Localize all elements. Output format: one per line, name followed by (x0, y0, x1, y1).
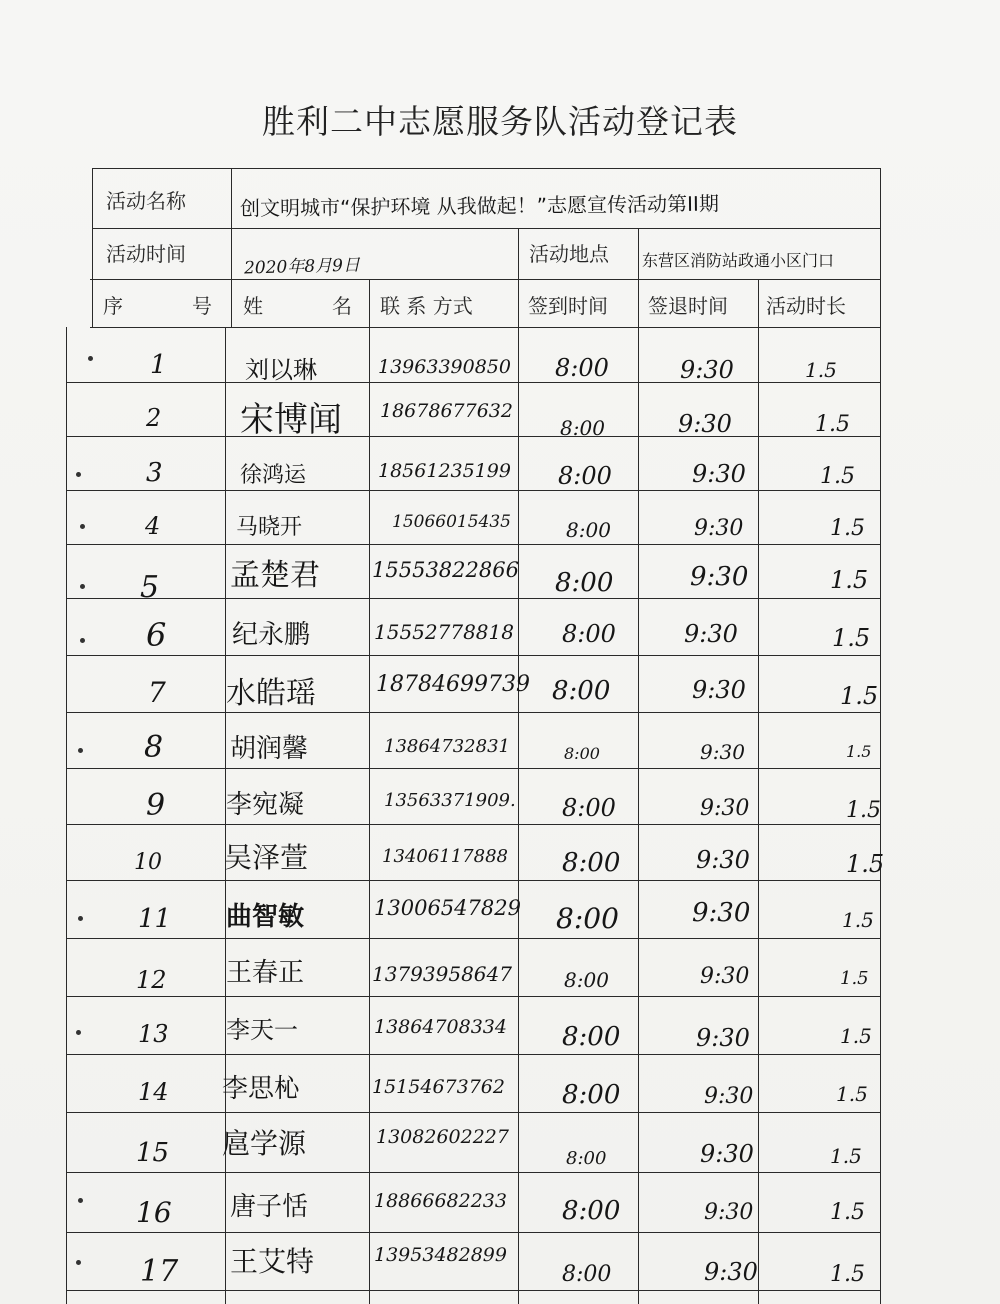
row-duration: 1.5 (840, 682, 879, 710)
row-number: 1 (150, 350, 167, 380)
row-checkout: 9:30 (696, 846, 750, 874)
row-number: 2 (146, 404, 162, 432)
row-number: 4 (145, 512, 161, 540)
row-duration: 1.5 (846, 798, 881, 823)
row-phone: 13793958647 (372, 962, 512, 986)
row-checkout: 9:30 (690, 562, 749, 592)
row-checkin: 8:00 (562, 794, 616, 822)
table-right-border (880, 168, 881, 328)
row-duration: 1.5 (840, 1024, 872, 1048)
row-name: 李宛凝 (226, 790, 305, 820)
row-checkout: 9:30 (696, 1024, 750, 1052)
row-phone: 15553822866 (372, 558, 519, 582)
row-phone: 15552778818 (374, 620, 514, 644)
row-name: 徐鸿运 (240, 463, 307, 488)
row-checkout: 9:30 (680, 356, 734, 384)
row-checkin: 8:00 (560, 416, 605, 440)
col-header-name-a: 姓 (243, 294, 263, 318)
row-checkin: 8:00 (562, 1196, 621, 1226)
header-divider-1 (92, 228, 880, 229)
row-phone: 13006547829 (374, 896, 521, 920)
row-checkout: 9:30 (700, 796, 750, 821)
row-checkin: 8:00 (564, 968, 609, 992)
header-divider-2 (90, 279, 880, 280)
row-line (66, 712, 880, 713)
row-line (66, 544, 880, 545)
row-line (66, 490, 880, 491)
row-duration: 1.5 (846, 850, 885, 878)
row-duration: 1.5 (836, 1082, 868, 1106)
row-line (66, 1172, 880, 1173)
row-checkout: 9:30 (678, 410, 732, 438)
row-number: 5 (140, 570, 160, 605)
row-checkin: 8:00 (562, 620, 616, 648)
row-duration: 1.5 (830, 1262, 865, 1287)
row-number: 10 (134, 850, 162, 875)
header-divider-3 (90, 327, 880, 328)
row-duration: 1.5 (830, 1200, 865, 1225)
row-checkin: 8:00 (562, 1080, 621, 1110)
col-header-name-b: 名 (332, 294, 352, 318)
col-header-contact: 联 系 方式 (380, 294, 473, 318)
row-line (66, 824, 880, 825)
activity-place-value: 东营区消防站政通小区门口 (642, 251, 835, 270)
checkout-column-divider-lower (638, 327, 639, 1304)
col-header-checkout: 签退时间 (648, 294, 728, 318)
row-checkout: 9:30 (692, 676, 746, 704)
duration-column-divider-lower (758, 327, 759, 1304)
phone-column-divider-lower (369, 327, 370, 1304)
row-phone: 18561235199 (378, 460, 511, 482)
margin-mark (76, 1030, 81, 1035)
activity-place-label: 活动地点 (529, 242, 609, 266)
col-header-seq-a: 序 (103, 294, 123, 318)
row-name: 水皓瑶 (226, 676, 316, 711)
row-line (66, 996, 880, 997)
row-checkin: 8:00 (562, 848, 621, 878)
row-duration: 1.5 (815, 412, 850, 437)
row-number: 8 (144, 730, 164, 765)
label-column-divider (231, 168, 232, 328)
row-checkout: 9:30 (700, 740, 745, 764)
row-number: 16 (136, 1196, 172, 1229)
row-line (66, 1112, 880, 1113)
row-phone: 13963390850 (378, 356, 511, 378)
checkout-column-divider (638, 228, 639, 328)
row-checkin: 8:00 (556, 902, 619, 935)
row-name: 王春正 (226, 958, 305, 988)
row-phone: 13563371909. (384, 790, 516, 811)
duration-column-divider (758, 279, 759, 328)
row-checkout: 9:30 (694, 516, 744, 541)
row-name: 纪永鹏 (232, 620, 311, 650)
margin-mark (80, 638, 85, 643)
table-left-border-lower (66, 327, 67, 1304)
row-checkout: 9:30 (700, 1140, 754, 1168)
row-duration: 1.5 (805, 358, 837, 382)
checkin-column-divider-lower (518, 327, 519, 1304)
row-checkout: 9:30 (704, 1084, 754, 1109)
row-name: 李思杺 (222, 1074, 301, 1104)
activity-time-value: 2020年8月9日 (243, 255, 361, 279)
activity-name-value: 创文明城市“保护环境 从我做起！”志愿宣传活动第II期 (239, 191, 720, 221)
margin-mark (78, 748, 83, 753)
row-name: 曲智敏 (226, 902, 305, 932)
row-phone: 18678677632 (380, 400, 513, 422)
row-duration: 1.5 (830, 516, 865, 541)
row-line (66, 1290, 880, 1291)
row-duration: 1.5 (842, 908, 874, 932)
col-header-checkin: 签到时间 (528, 294, 608, 318)
margin-mark (78, 1198, 83, 1203)
row-number: 6 (146, 616, 167, 654)
phone-column-divider (369, 279, 370, 328)
row-phone: 13864708334 (374, 1016, 507, 1038)
row-line (66, 655, 880, 656)
row-line (66, 1232, 880, 1233)
row-line (66, 880, 880, 881)
row-number: 9 (146, 788, 166, 823)
row-name: 李天一 (226, 1016, 298, 1044)
row-phone: 15066015435 (392, 512, 511, 532)
form-title: 胜利二中志愿服务队活动登记表 (262, 102, 738, 141)
row-name: 刘以琳 (245, 356, 317, 384)
row-checkout: 9:30 (692, 898, 751, 928)
row-name: 吴泽萱 (224, 841, 309, 874)
row-phone: 13953482899 (374, 1244, 507, 1266)
row-checkin: 8:00 (564, 744, 600, 763)
margin-mark (76, 472, 81, 477)
row-duration: 1.5 (820, 464, 855, 489)
row-phone: 15154673762 (372, 1076, 505, 1098)
row-number: 12 (136, 966, 167, 994)
row-checkout: 9:30 (704, 1200, 754, 1225)
row-duration: 1.5 (846, 742, 872, 761)
row-name: 胡润馨 (230, 734, 309, 764)
row-line (66, 382, 880, 383)
row-phone: 13864732831 (384, 736, 510, 757)
row-checkout: 9:30 (704, 1258, 758, 1286)
table-top-border (92, 168, 880, 169)
row-name: 马晓开 (236, 515, 303, 540)
row-number: 17 (140, 1254, 179, 1289)
row-number: 14 (138, 1078, 169, 1106)
row-checkout: 9:30 (684, 620, 738, 648)
row-duration: 1.5 (830, 566, 869, 594)
margin-mark (76, 1260, 81, 1265)
row-name: 孟楚君 (230, 558, 320, 593)
margin-mark (80, 524, 85, 529)
row-phone: 18866682233 (374, 1190, 507, 1212)
row-duration: 1.5 (840, 968, 869, 989)
row-duration: 1.5 (830, 1144, 862, 1168)
row-number: 15 (136, 1138, 170, 1168)
row-phone: 13406117888 (382, 846, 508, 867)
row-number: 13 (138, 1020, 169, 1048)
row-name: 王艾特 (230, 1245, 315, 1278)
margin-mark (80, 584, 85, 589)
row-checkin: 8:00 (562, 1022, 621, 1052)
checkin-column-divider (518, 228, 519, 328)
row-checkout: 9:30 (700, 964, 750, 989)
col-header-seq-b: 号 (192, 294, 212, 318)
col-header-duration: 活动时长 (766, 294, 846, 318)
row-line (66, 938, 880, 939)
row-checkin: 8:00 (558, 462, 612, 490)
row-checkin: 8:00 (566, 1148, 607, 1169)
activity-time-label: 活动时间 (106, 242, 186, 266)
row-name: 宋博闻 (240, 400, 342, 440)
row-checkout: 9:30 (692, 460, 746, 488)
activity-name-label: 活动名称 (106, 189, 186, 213)
row-line (66, 436, 880, 437)
row-line (66, 598, 880, 599)
row-checkin: 8:00 (566, 518, 611, 542)
row-line (66, 768, 880, 769)
row-number: 3 (146, 458, 163, 488)
row-checkin: 8:00 (562, 1262, 612, 1287)
row-duration: 1.5 (832, 624, 871, 652)
table-left-border (92, 168, 93, 328)
row-name: 扈学源 (222, 1127, 307, 1160)
row-number: 7 (148, 676, 166, 709)
margin-mark (78, 916, 83, 921)
row-checkin: 8:00 (552, 676, 611, 706)
row-checkin: 8:00 (555, 568, 614, 598)
row-number: 11 (138, 904, 172, 934)
row-line (66, 1054, 880, 1055)
row-name: 唐子恬 (230, 1192, 309, 1222)
row-checkin: 8:00 (555, 354, 609, 382)
row-phone: 13082602227 (376, 1126, 509, 1148)
margin-mark (88, 356, 93, 361)
row-phone: 18784699739 (376, 672, 530, 697)
